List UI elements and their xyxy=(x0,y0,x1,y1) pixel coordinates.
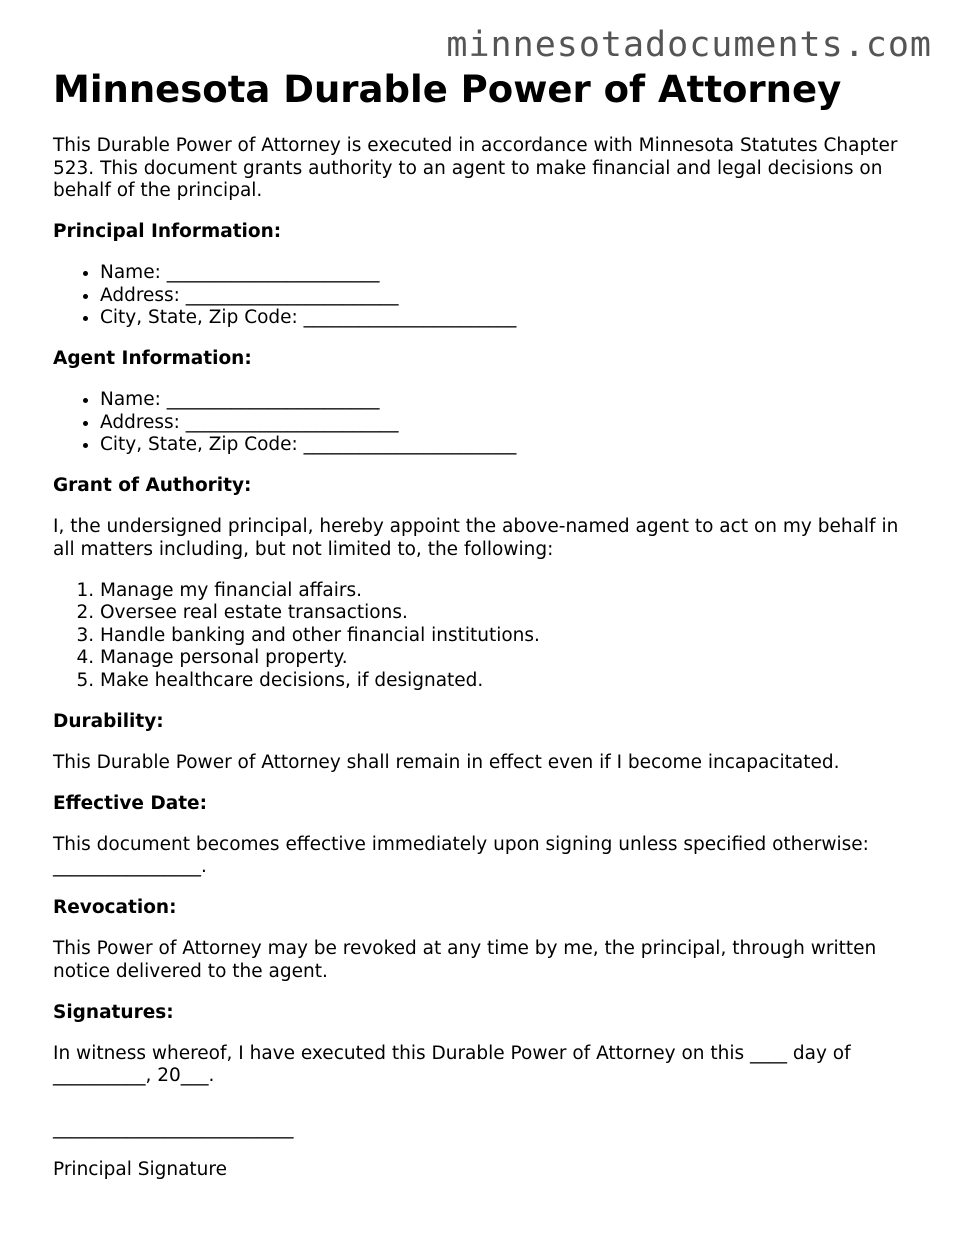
document-title: Minnesota Durable Power of Attorney xyxy=(53,68,842,111)
authority-item: 4. Manage personal property. xyxy=(100,647,913,670)
authority-item: 5. Make healthcare decisions, if designated. xyxy=(100,670,913,693)
authority-item: 2. Oversee real estate transactions. xyxy=(100,602,913,625)
intro-paragraph: This Durable Power of Attorney is executed in accordance with Minnesota Statutes Chapter 523. This document grants authority to an agent to make financial and legal decisions on behalf of the principal. xyxy=(53,135,898,201)
principal-heading: Principal Information: xyxy=(53,221,282,242)
agent-city-field: • City, State, Zip Code: _______________________ xyxy=(100,434,913,457)
signatures-heading: Signatures: xyxy=(53,1001,174,1023)
agent-heading: Agent Information: xyxy=(53,348,252,369)
revocation-paragraph: This Power of Attorney may be revoked at any time by me, the principal, through written notice delivered to the agent. xyxy=(53,938,877,982)
durability-heading: Durability: xyxy=(53,710,164,732)
principal-city-field: • City, State, Zip Code: _______________________ xyxy=(100,307,913,330)
agent-address-field: • Address: _______________________ xyxy=(100,412,913,435)
agent-fields xyxy=(53,389,913,457)
principal-fields xyxy=(53,262,913,330)
agent-name-field: • Name: _______________________ xyxy=(100,389,913,412)
authority-item: 1. Manage my financial affairs. xyxy=(100,580,913,603)
principal-address-field: • Address: _______________________ xyxy=(100,285,913,308)
authority-heading: Grant of Authority: xyxy=(53,475,252,496)
document-body xyxy=(53,68,913,1181)
effective-date-heading: Effective Date: xyxy=(53,792,207,814)
principal-signature-label: Principal Signature xyxy=(53,1158,227,1180)
effective-date-paragraph: This document becomes effective immediately upon signing unless specified otherwise: ________________. xyxy=(53,833,869,877)
revocation-heading: Revocation: xyxy=(53,897,177,918)
authority-list xyxy=(53,580,913,693)
site-watermark: minnesotadocuments.com xyxy=(446,25,932,65)
authority-paragraph: I, the undersigned principal, hereby appoint the above-named agent to act on my behalf in all matters including, but not limited to, the following: xyxy=(53,516,899,560)
durability-paragraph: This Durable Power of Attorney shall remain in effect even if I become incapacitated. xyxy=(53,751,840,773)
principal-name-field: • Name: _______________________ xyxy=(100,262,913,285)
signatures-paragraph: In witness whereof, I have executed this Durable Power of Attorney on this ____ day of __________, 20___. xyxy=(53,1042,851,1086)
authority-item: 3. Handle banking and other financial institutions. xyxy=(100,625,913,648)
principal-signature-line: __________________________ xyxy=(53,1117,294,1139)
